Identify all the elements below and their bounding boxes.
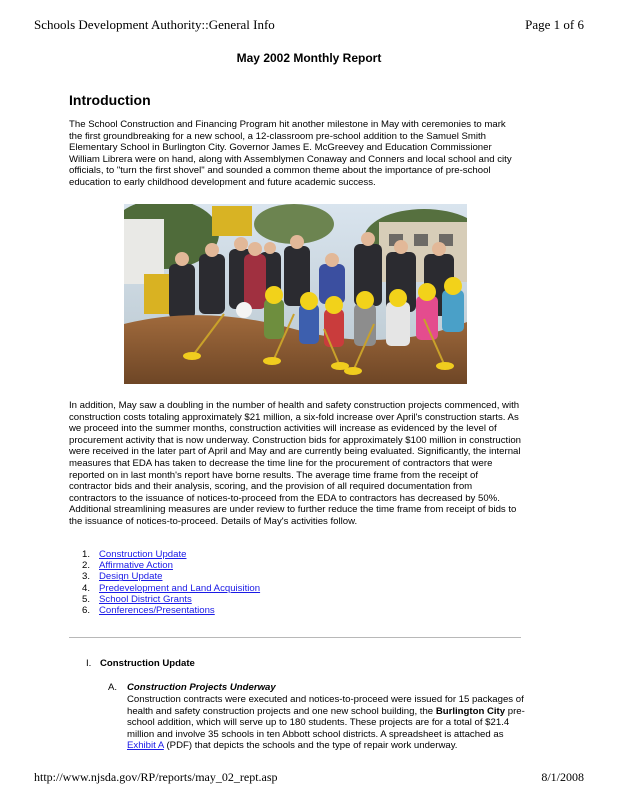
projects-underway-paragraph: Construction contracts were executed and notices-to-proceed were issued for 15 packages of health and safety construction projects and one new school building, the Burlington City pre-school addition, which will serve up to 180 students. These projects are for a total of $21.4 million and involve 35 schools in ten Abbott school districts. A spreadsheet is attached as Exhibit A (PDF) that depicts the schools and the type of repair work underway. xyxy=(127,694,525,752)
print-date: 8/1/2008 xyxy=(541,770,584,784)
toc-link-school-district-grants[interactable]: School District Grants xyxy=(99,593,192,605)
toc-item: 5. School District Grants xyxy=(82,593,192,605)
report-title: May 2002 Monthly Report xyxy=(236,51,382,65)
subsection-heading-projects-underway: A. Construction Projects Underway xyxy=(108,682,276,693)
toc-item: 2. Affirmative Action xyxy=(82,560,173,572)
toc-item: 6. Conferences/Presentations xyxy=(82,604,215,616)
section-heading-construction-update: I. Construction Update xyxy=(86,658,195,669)
toc-link-design-update[interactable]: Design Update xyxy=(99,571,163,583)
section-divider xyxy=(69,637,521,638)
site-title: Schools Development Authority::General Info xyxy=(34,17,275,32)
toc-link-construction-update[interactable]: Construction Update xyxy=(99,549,187,560)
intro-paragraph: The School Construction and Financing Program hit another milestone in May with ceremonies to mark the first groundbreaking for a new school, a 12-classroom pre-school addition to the Samuel Smith Elementary School in Burlington City. Governor James E. McGreevey and Education Commissioner William Librera were on hand, along with Assemblymen Conaway and Conners and local school and city officials, to "turn the first shovel" and sounded a common theme about the importance of pre-school education to early childhood development and future academic success. xyxy=(69,119,512,188)
toc-item: 3. Design Update xyxy=(82,571,163,583)
groundbreaking-photo xyxy=(124,204,467,384)
page-indicator: Page 1 of 6 xyxy=(525,17,584,32)
toc-link-affirmative-action[interactable]: Affirmative Action xyxy=(99,560,173,572)
toc-item: 4. Predevelopment and Land Acquisition xyxy=(82,582,261,594)
table-of-contents xyxy=(82,549,260,616)
activity-summary-paragraph: In addition, May saw a doubling in the number of health and safety construction projects commenced, with construction costs totaling approximately $21 million, a six-fold increase over April's construction starts. As we proceed into the summer months, construction activities will increase as evidenced by the level of procurement activity that is now underway. Construction bids for approximately $100 million in construction were received in the later part of April and May and are currently being evaluated. Significantly, the internal measures that EDA has taken to decrease the time line for the procurement of contractors that were reported on in last month's report have borne results. The average time frame from the receipt of contractor bids and their analysis, scoring, and the provision of all required documentation from contractors to the issuance of notices-to-proceed from the EDA to contractors has decreased by 50%. Additional streamlining measures are under review to further reduce the time frame from receipt of bids to the issuance of notices-to-proceed. Details of May's activities follow. xyxy=(69,400,522,527)
toc-link-predevelopment[interactable]: Predevelopment and Land Acquisition xyxy=(99,582,261,594)
toc-item: 1. Construction Update xyxy=(82,549,187,560)
exhibit-a-link[interactable]: Exhibit A xyxy=(127,740,164,752)
page-url: http://www.njsda.gov/RP/reports/may_02_rept.asp xyxy=(34,770,278,784)
toc-link-conferences[interactable]: Conferences/Presentations xyxy=(99,604,215,616)
introduction-heading: Introduction xyxy=(69,92,151,108)
